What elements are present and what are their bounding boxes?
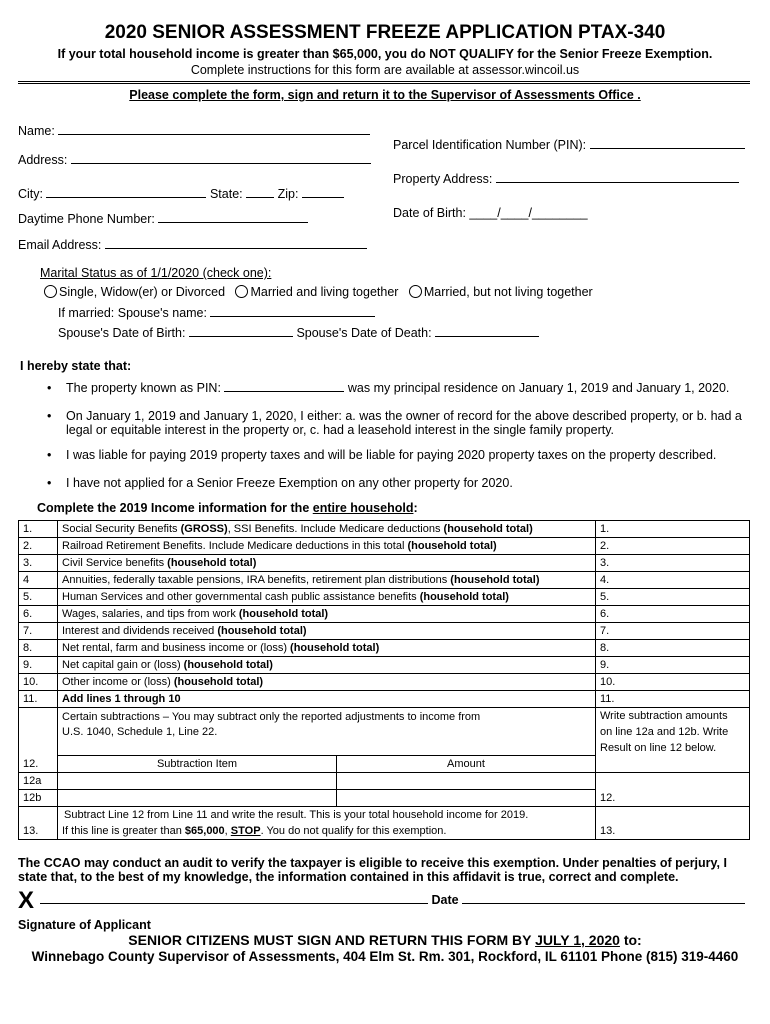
- income-row-amount[interactable]: 11.: [596, 691, 750, 708]
- radio-married-apart[interactable]: [409, 285, 422, 298]
- return-instruction: SENIOR CITIZENS MUST SIGN AND RETURN THIS FORM BY JULY 1, 2020 to:: [128, 932, 642, 948]
- city-line[interactable]: [46, 187, 206, 198]
- pin-line[interactable]: [590, 138, 745, 149]
- row-13-number: 13.: [19, 807, 58, 840]
- name-line[interactable]: [58, 124, 370, 135]
- income-row-number: 4: [19, 572, 58, 589]
- radio-single[interactable]: [44, 285, 57, 298]
- spouse-dod-line[interactable]: [435, 326, 539, 337]
- bullet-icon: •: [47, 409, 52, 423]
- income-row-description: Net capital gain or (loss) (household total): [58, 657, 596, 674]
- income-row-amount[interactable]: 7.: [596, 623, 750, 640]
- row-12a-item[interactable]: [58, 773, 337, 790]
- income-row-description: Wages, salaries, and tips from work (household total): [58, 606, 596, 623]
- income-row-amount[interactable]: 3.: [596, 555, 750, 572]
- income-row: [19, 606, 750, 623]
- income-row-description: Social Security Benefits (GROSS), SSI Benefits. Include Medicare deductions (household total): [58, 521, 596, 538]
- income-row-amount[interactable]: 9.: [596, 657, 750, 674]
- city-state-zip-row: [18, 187, 344, 201]
- zip-label: Zip:: [277, 187, 299, 201]
- income-row-number: 1.: [19, 521, 58, 538]
- email-field[interactable]: [18, 238, 367, 252]
- address-field[interactable]: [18, 153, 371, 167]
- phone-label: Daytime Phone Number:: [18, 212, 155, 226]
- instructions-note: Complete instructions for this form are available at assessor.wincoil.us: [190, 63, 580, 77]
- qualify-note: If your total household income is greater than $65,000, you do NOT QUALIFY for the Senior Freeze Exemption.: [57, 47, 713, 61]
- row-13-result[interactable]: 13.: [596, 807, 750, 840]
- name-label: Name:: [18, 124, 55, 138]
- audit-statement-line-1: The CCAO may conduct an audit to verify the taxpayer is eligible to receive this exemption. Under penalties of perjury, I: [18, 856, 727, 870]
- signature-row: [40, 893, 745, 907]
- state-label: State:: [209, 187, 243, 201]
- income-row-description: Annuities, federally taxable pensions, IRA benefits, retirement plan distributions (household total): [58, 572, 596, 589]
- property-address-line[interactable]: [496, 172, 739, 183]
- row-13-description: Subtract Line 12 from Line 11 and write the result. This is your total household income for 2019. If this line is greater than $65,000, STOP. You do not qualify for this exemption.: [58, 807, 596, 840]
- zip-line[interactable]: [302, 187, 344, 198]
- row-12a-number: 12a: [19, 773, 58, 790]
- income-row-description: Interest and dividends received (household total): [58, 623, 596, 640]
- return-address: Winnebago County Supervisor of Assessments, 404 Elm St. Rm. 301, Rockford, IL 61101 Phone (815) 319-4460: [31, 949, 739, 964]
- income-row: [19, 657, 750, 674]
- income-row-number: 3.: [19, 555, 58, 572]
- address-line[interactable]: [71, 153, 371, 164]
- state-line[interactable]: [246, 187, 274, 198]
- income-row-number: 7.: [19, 623, 58, 640]
- bullet-icon: •: [47, 448, 52, 462]
- income-row: [19, 521, 750, 538]
- row-12-description: Certain subtractions – You may subtract only the reported adjustments to income from U.S. 1040, Schedule 1, Line 22.: [58, 708, 596, 756]
- subtraction-item-header: Subtraction Item: [58, 756, 337, 773]
- signature-line[interactable]: [40, 893, 428, 904]
- income-row-number: 2.: [19, 538, 58, 555]
- phone-line[interactable]: [158, 212, 308, 223]
- income-row-number: 11.: [19, 691, 58, 708]
- income-row-description: Civil Service benefits (household total): [58, 555, 596, 572]
- marital-options: [44, 285, 593, 299]
- income-row-number: 8.: [19, 640, 58, 657]
- email-label: Email Address:: [18, 238, 102, 252]
- income-row-number: 10.: [19, 674, 58, 691]
- please-note: Please complete the form, sign and return it to the Supervisor of Assessments Office .: [129, 88, 641, 102]
- spouse-name-label: If married: Spouse's name:: [58, 306, 207, 320]
- option-married-together[interactable]: Married and living together: [250, 285, 399, 299]
- income-row-amount[interactable]: 4.: [596, 572, 750, 589]
- income-row-description: Net rental, farm and business income or (loss) (household total): [58, 640, 596, 657]
- name-field[interactable]: [18, 124, 370, 138]
- income-row-amount[interactable]: 10.: [596, 674, 750, 691]
- date-label: Date: [431, 893, 459, 907]
- income-heading: Complete the 2019 Income information for the entire household:: [37, 501, 418, 515]
- income-row-amount[interactable]: 6.: [596, 606, 750, 623]
- income-row-description: Add lines 1 through 10: [58, 691, 596, 708]
- income-row: [19, 691, 750, 708]
- form-title: 2020 SENIOR ASSESSMENT FREEZE APPLICATION PTAX-340: [104, 22, 666, 43]
- bullet-icon: •: [47, 476, 52, 490]
- dob-field[interactable]: Date of Birth: ____/____/________: [393, 206, 588, 220]
- spouse-dates-row: [58, 326, 539, 340]
- spouse-dob-label: Spouse's Date of Birth:: [58, 326, 186, 340]
- income-row-number: 9.: [19, 657, 58, 674]
- income-row: [19, 538, 750, 555]
- spouse-name-line[interactable]: [210, 306, 375, 317]
- income-row-amount[interactable]: 5.: [596, 589, 750, 606]
- income-row-number: 6.: [19, 606, 58, 623]
- income-row: [19, 572, 750, 589]
- statement-pin-line[interactable]: [224, 381, 344, 392]
- header-divider: [18, 81, 750, 82]
- property-address-label: Property Address:: [393, 172, 493, 186]
- income-row-amount[interactable]: 1.: [596, 521, 750, 538]
- row-12-instructions: Write subtraction amounts on line 12a and 12b. Write Result on line 12 below.: [596, 708, 750, 773]
- row-12b-amount[interactable]: [337, 790, 596, 807]
- option-married-apart[interactable]: Married, but not living together: [423, 285, 593, 299]
- income-row-amount[interactable]: 8.: [596, 640, 750, 657]
- income-row: [19, 589, 750, 606]
- row-12b-number: 12b: [19, 790, 58, 807]
- row-12-result[interactable]: 12.: [596, 773, 750, 807]
- radio-married-together[interactable]: [235, 285, 248, 298]
- option-single[interactable]: Single, Widow(er) or Divorced: [59, 285, 226, 299]
- spouse-dob-line[interactable]: [189, 326, 293, 337]
- date-line[interactable]: [462, 893, 745, 904]
- row-12-number: 12.: [19, 708, 58, 773]
- property-address-field[interactable]: [393, 172, 739, 186]
- marital-heading: Marital Status as of 1/1/2020 (check one):: [40, 266, 272, 280]
- signature-label: Signature of Applicant: [18, 918, 151, 932]
- phone-field[interactable]: [18, 212, 308, 226]
- income-table: [18, 520, 750, 840]
- email-line[interactable]: [105, 238, 367, 249]
- pin-label: Parcel Identification Number (PIN):: [393, 138, 587, 152]
- audit-statement-line-2: state that, to the best of my knowledge, the information contained in this affidavit is true, correct and complete.: [18, 870, 679, 884]
- signature-x-mark: X: [18, 887, 35, 914]
- pin-field[interactable]: [393, 138, 745, 152]
- header-divider-2: [18, 83, 750, 84]
- income-row-description: Other income or (loss) (household total): [58, 674, 596, 691]
- spouse-dod-label: Spouse's Date of Death:: [296, 326, 432, 340]
- row-12b-item[interactable]: [58, 790, 337, 807]
- income-row: [19, 674, 750, 691]
- income-row-amount[interactable]: 2.: [596, 538, 750, 555]
- row-12a-amount[interactable]: [337, 773, 596, 790]
- bullet-icon: •: [47, 381, 52, 395]
- spouse-name-field[interactable]: [58, 306, 375, 320]
- income-row: [19, 555, 750, 572]
- amount-header: Amount: [337, 756, 596, 773]
- income-row-description: Railroad Retirement Benefits. Include Medicare deductions in this total (household total): [58, 538, 596, 555]
- income-row-description: Human Services and other governmental cash public assistance benefits (household total): [58, 589, 596, 606]
- address-label: Address:: [18, 153, 68, 167]
- income-row: [19, 623, 750, 640]
- income-row-number: 5.: [19, 589, 58, 606]
- statement-heading: I hereby state that:: [20, 359, 132, 373]
- income-row: [19, 640, 750, 657]
- city-label: City:: [18, 187, 43, 201]
